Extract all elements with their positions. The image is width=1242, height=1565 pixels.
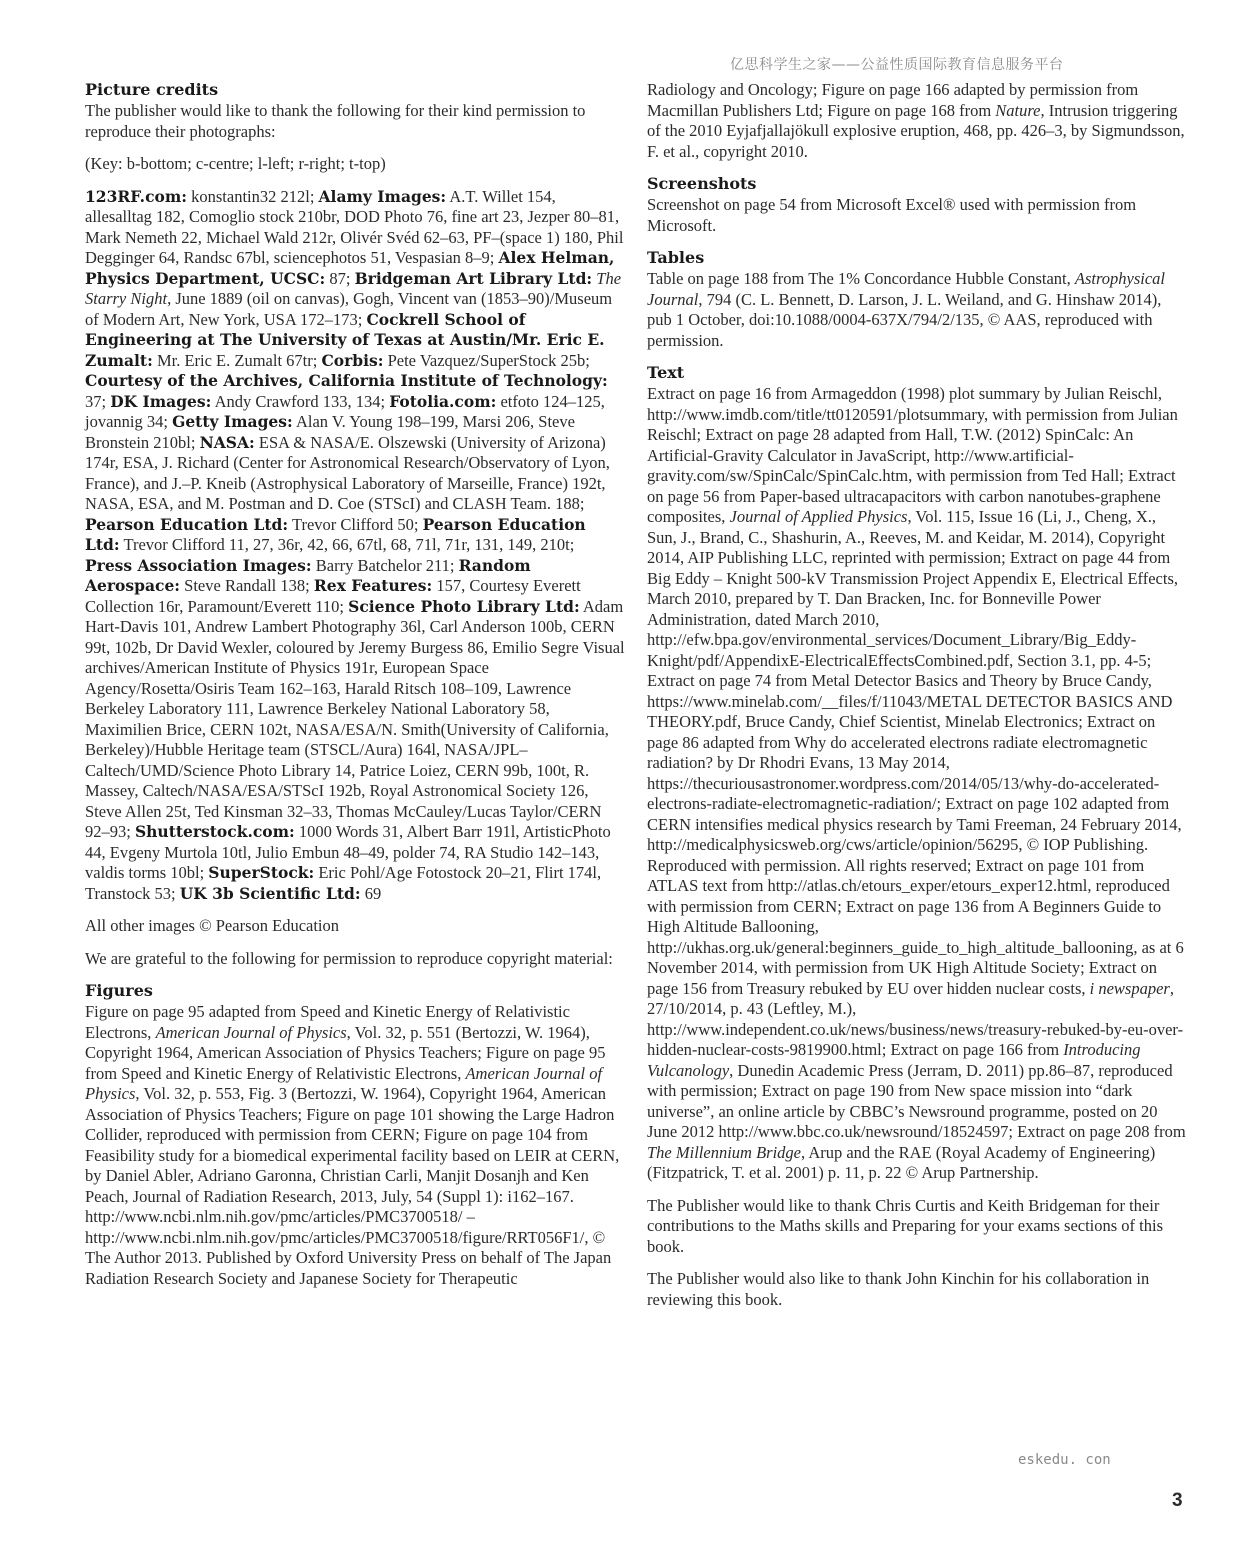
- italic-title: Introducing Vulcanology: [647, 1040, 1141, 1080]
- page-number: 3: [1172, 1490, 1183, 1511]
- figures-heading: Figures: [85, 981, 153, 1000]
- text-run: 87;: [325, 268, 355, 288]
- credit-source-name: Pearson Education Ltd:: [85, 514, 586, 554]
- watermark-top: 亿思科学生之家——公益性质国际教育信息服务平台: [730, 57, 1064, 73]
- text-run: Trevor Clifford 50;: [288, 514, 423, 534]
- credit-source-name: Random Aerospace:: [85, 555, 531, 595]
- tables-heading: Tables: [647, 248, 705, 267]
- text-run: , June 1889 (oil on canvas), Gogh, Vincent van (1853–90)/Museum of Modern Art, New York, USA 172–173;: [85, 289, 613, 329]
- watermark-bottom: eskedu. con: [1018, 1452, 1111, 1468]
- credit-source-name: Fotolia.com:: [389, 391, 497, 411]
- text-run: , Arup and the RAE (Royal Academy of Engineering) (Fitzpatrick, T. et al. 2001) p. 11, p. 22 © Arup Partnership.: [647, 1142, 1156, 1182]
- text-run: , 794 (C. L. Bennett, D. Larson, J. L. Weiland, and G. Hinshaw 2014), pub 1 October, doi:10.1088/0004-637X/794/2/135, © AAS, reproduced with permission.: [647, 289, 1162, 350]
- italic-title: Journal of Applied Physics: [729, 507, 908, 526]
- credit-source-name: Corbis:: [321, 350, 384, 370]
- text-run: 157, Courtesy Everett Collection 16r, Paramount/Everett 110;: [85, 576, 581, 616]
- text-run: 37;: [85, 391, 111, 411]
- italic-title: American Journal of Physics: [155, 1022, 347, 1042]
- credit-source-name: Courtesy of the Archives, California Institute of Technology:: [85, 371, 608, 390]
- other-images-note: All other images © Pearson Education: [85, 916, 340, 935]
- credit-source-name: Science Photo Library Ltd:: [348, 596, 580, 616]
- text-run: Trevor Clifford 11, 27, 36r, 42, 66, 67tl, 68, 71l, 71r, 131, 149, 210t;: [119, 535, 575, 554]
- text-run: 69: [360, 883, 382, 903]
- text-run: Barry Batchelor 211;: [311, 555, 459, 575]
- text-run: , Vol. 32, p. 551 (Bertozzi, W. 1964), Copyright 1964, American Association of Physics Teachers; Figure on page 95 from Speed and Kinetic Energy of Relativistic Electrons,: [85, 1022, 606, 1083]
- italic-title: i newspaper: [1089, 978, 1170, 998]
- picture-credits-list: [85, 187, 625, 905]
- credit-source-name: NASA:: [199, 432, 255, 452]
- text-run: A.T. Willet 154, allesalltag 182, Comoglio stock 210br, DOD Photo 76, fine art 23, Jezper 80–81, Mark Nemeth 22, Michael Wald 212r, Olivér Svéd 62–63, PF–(space 1) 180, Phil Degginger 64, Randsc 67bl, sciencephotos 51, Vespasian 8–9;: [85, 186, 624, 267]
- credit-source-name: Shutterstock.com:: [134, 822, 295, 841]
- credit-source-name: 123RF.com:: [85, 186, 187, 206]
- text-run: etfoto 124–125, jovannig 34;: [85, 391, 605, 431]
- tables-text: [647, 269, 1187, 351]
- text-run: ESA & NASA/E. Olszewski (University of Arizona) 174r, ESA, J. Richard (Center for Astronomical Research/Observatory of Lyon, France), and J.–P. Kneib (Astrophysical Laboratory of Marseille, France) 192t, NASA, ESA, and M. Postman and D. Coe (STScI) and CLASH Team. 188;: [85, 432, 610, 513]
- thanks-paragraph-1: The Publisher would like to thank Chris Curtis and Keith Bridgeman for their contributions to the Maths skills and Preparing for your exams sections of this book.: [647, 1195, 1164, 1256]
- left-column: [85, 80, 625, 1289]
- credit-source-name: Bridgeman Art Library Ltd:: [354, 268, 593, 288]
- credit-source-name: Rex Features:: [313, 576, 433, 595]
- italic-title: American Journal of Physics: [85, 1063, 603, 1103]
- credit-source-name: Press Association Images:: [85, 555, 312, 575]
- text-run: Mr. Eric E. Zumalt 67tr;: [152, 350, 322, 370]
- credit-source-name: UK 3b Scientific Ltd:: [179, 883, 361, 903]
- screenshots-text: Screenshot on page 54 from Microsoft Excel® used with permission from Microsoft.: [647, 195, 1137, 235]
- picture-credits-key: (Key: b-bottom; c-centre; l-left; r-right; t-top): [85, 154, 386, 173]
- credit-source-name: Cockrell School of Engineering at The University of Texas at Austin/Mr. Eric E. Zumalt:: [85, 309, 605, 370]
- text-section-body: [647, 384, 1187, 1184]
- text-run: , Vol. 32, p. 553, Fig. 3 (Bertozzi, W. 1964), Copyright 1964, American Association of Physics Teachers; Figure on page 101 showing the Large Hadron Collider, reproduced with permission from CERN; Figure on page 104 from Feasibility study for a biomedical experimental facility based on LEIR at CERN, by Daniel Abler, Adriano Garonna, Christian Carli, Manjit Dosanjh and Ken Peach, Journal of Radiation Research, 2013, July, 54 (Suppl 1): i162–167. http://www.ncbi.nlm.nih.gov/pmc/articles/PMC3700518/ – http://www.ncbi.nlm.nih.gov/pmc/articles/PMC3700518/figure/RRT056F1/, © The Author 2013. Published by Oxford University Press on behalf of The Japan Radiation Research Society and Japanese Society for Therapeutic: [85, 1084, 620, 1288]
- text-run: Figure on page 95 adapted from Speed and Kinetic Energy of Relativistic Electrons,: [85, 1002, 570, 1042]
- right-column: [647, 80, 1187, 1322]
- text-run: Table on page 188 from The 1% Concordance Hubble Constant,: [647, 269, 1075, 288]
- text-run: , Intrusion triggering of the 2010 Eyjafjallajökull explosive eruption, 468, pp. 426–3, by Sigmundsson, F. et al., copyright 2010.: [647, 100, 1185, 161]
- grateful-note: We are grateful to the following for permission to reproduce copyright material:: [85, 948, 613, 968]
- credit-source-name: SuperStock:: [208, 863, 315, 882]
- italic-title: The Starry Night: [85, 268, 622, 308]
- credit-source-name: Getty Images:: [172, 412, 293, 431]
- text-heading: Text: [647, 363, 685, 382]
- text-run: Andy Crawford 133, 134;: [211, 391, 390, 411]
- italic-title: Astrophysical Journal: [647, 269, 1166, 309]
- text-run: , Vol. 115, Issue 16 (Li, J., Cheng, X., Sun, J., Brand, C., Shashurin, A., Reeves, M. and Keidar, M. 2014), Copyright 2014, AIP Publishing LLC, reprinted with permission; Extract on page 44 from Big Eddy – Knight 500-kV Transmission Project Appendix E, Electrical Effects, March 2010, prepared by T. Dan Bracken, Inc. for Bonneville Power Administration, dated March 2010, http://efw.bpa.gov/environmental_services/Document_Library/Big_Eddy-Knight/pdf/AppendixE-ElectricalEffectsCombined.pdf, Section 3.1, pp. 4-5; Extract on page 74 from Metal Detector Basics and Theory by Bruce Candy, https://www.minelab.com/__files/f/11043/METAL DETECTOR BASICS AND THEORY.pdf, Bruce Candy, Chief Scientist, Minelab Electronics; Extract on page 86 adapted from Why do accelerated electrons radiate electromagnetic radiation? by Dr Rhodri Evans, 13 May 2014, https://thecuriousastronomer.wordpress.com/2014/05/13/why-do-accelerated-electrons-radiate-electromagnetic-radiation/; Extract on page 102 adapted from CERN intensifies medical physics research by Tami Freeman, 24 February 2014, http://medicalphysicsweb.org/cws/article/opinion/56295, © IOP Publishing. Reproduced with permission. All rights reserved; Extract on page 101 from ATLAS text from http://atlas.ch/etours_exper/etours_exper12.html, reproduced with permission from CERN; Extract on page 136 from A Beginners Guide to High Altitude Ballooning, http://ukhas.org.uk/general:beginners_guide_to_high_altitude_ballooning, as at 6 November 2014, with permission from UK High Altitude Society; Extract on page 156 from Treasury rebuked by EU over hidden nuclear costs,: [647, 507, 1184, 998]
- text-run: Eric Pohl/Age Fotostock 20–21, Flirt 174l, Transtock 53;: [85, 863, 602, 903]
- text-run: Extract on page 16 from Armageddon (1998) plot summary by Julian Reischl, http://www.imdb.com/title/tt0120591/plotsummary, with permission from Julian Reischl; Extract on page 28 adapted from Hall, T.W. (2012) SpinCalc: An Artificial-Gravity Calculator in JavaScript, http://www.artificial-gravity.com/sw/SpinCalc/SpinCalc.htm, with permission from Ted Hall; Extract on page 56 from Paper-based ultracapacitors with carbon nanotubes-graphene composites,: [647, 384, 1178, 526]
- text-run: Radiology and Oncology; Figure on page 166 adapted by permission from Macmillan Publishers Ltd; Figure on page 168 from: [647, 80, 1139, 120]
- text-run: , 27/10/2014, p. 43 (Leftley, M.), http://www.independent.co.uk/news/business/news/treasury-rebuked-by-eu-over-hidden-nuclear-costs-9819900.html; Extract on page 166 from: [647, 978, 1184, 1059]
- text-run: konstantin32 212l;: [186, 186, 319, 206]
- text-run: Pete Vazquez/SuperStock 25b;: [383, 350, 590, 370]
- picture-credits-intro: The publisher would like to thank the following for their kind permission to reproduce their photographs:: [85, 101, 586, 141]
- text-run: Steve Randall 138;: [180, 576, 314, 595]
- text-run: 1000 Words 31, Albert Barr 191l, ArtisticPhoto 44, Evgeny Murtola 10tl, Julio Embun 48–49, polder 74, RA Studio 142–143, valdis torms 10bl;: [85, 822, 611, 882]
- screenshots-heading: Screenshots: [647, 174, 757, 193]
- figures-text: [85, 1002, 625, 1289]
- text-run: , Dunedin Academic Press (Jerram, D. 2011) pp.86–87, reproduced with permission; Extract on page 190 from New space mission into “dark universe”, an online article by CBBC’s Newsround programme, posted on 20 June 2012 http://www.bbc.co.uk/newsround/18524597; Extract on page 208 from: [647, 1060, 1186, 1141]
- credit-source-name: Alex Helman, Physics Department, UCSC:: [85, 248, 615, 288]
- credit-source-name: Pearson Education Ltd:: [85, 514, 289, 534]
- figures-text-continued: [647, 80, 1187, 162]
- italic-title: The Millennium Bridge: [647, 1142, 801, 1162]
- text-run: Adam Hart-Davis 101, Andrew Lambert Photography 36l, Carl Anderson 100b, CERN 99t, 102b, Dr David Wexler, coloured by Jeremy Burgess 86, Emilio Segre Visual archives/American Institute of Physics 191r, European Space Agency/Rosetta/Osiris Team 162–163, Harald Ritsch 108–109, Lawrence Berkeley Laboratory 111, Lawrence Berkeley National Laboratory 58, Maximilien Brice, CERN 102t, NASA/ESA/N. Smith(University of California, Berkeley)/Hubble Heritage team (STSCL/Aura) 164l, NASA/JPL–Caltech/UMD/Science Photo Library 14, Patrice Loiez, CERN 99b, 100t, R. Massey, Caltech/NASA/ESA/STScI 192b, Royal Astronomical Society 126, Steve Allen 25t, Ted Kinsman 32–33, Thomas McCauley/Lucas Taylor/CERN 92–93;: [85, 596, 625, 841]
- thanks-paragraph-2: The Publisher would also like to thank John Kinchin for his collaboration in reviewing this book.: [647, 1269, 1150, 1309]
- credit-source-name: DK Images:: [110, 391, 212, 411]
- text-run: Alan V. Young 198–199, Marsi 206, Steve Bronstein 210bl;: [85, 412, 575, 452]
- picture-credits-heading: Picture credits: [85, 80, 219, 99]
- italic-title: Nature: [995, 100, 1041, 120]
- credit-source-name: Alamy Images:: [318, 186, 447, 206]
